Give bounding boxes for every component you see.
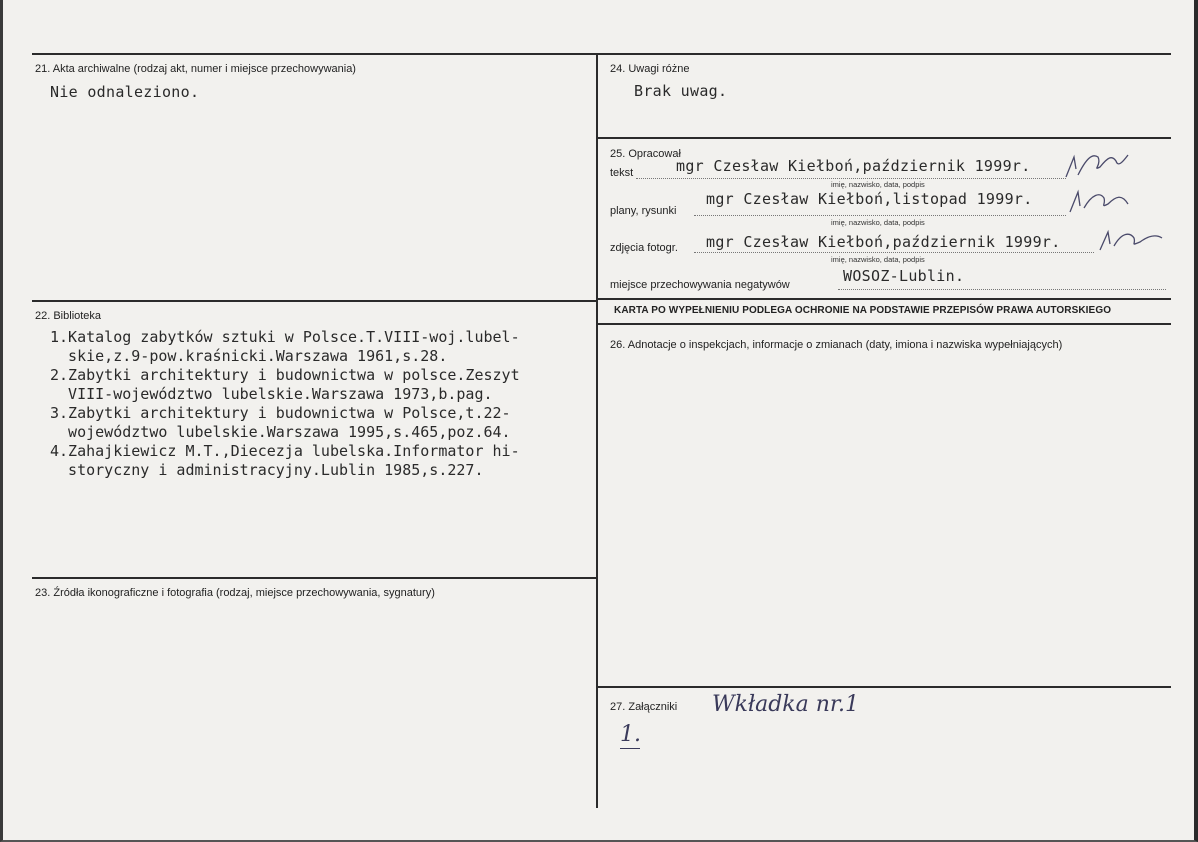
bibliography-line: 2.Zabytki architektury i budownictwa w polsce.Zeszyt [50, 366, 520, 384]
bibliography-line: 3.Zabytki architektury i budownictwa w Polsce,t.22- [50, 404, 511, 422]
rule-21-22 [32, 300, 596, 302]
bibliography-line: skie,z.9-pow.kraśnicki.Warszawa 1961,s.28. [50, 347, 448, 365]
section-21-label: 21. Akta archiwalne (rodzaj akt, numer i miejsce przechowywania) [35, 63, 356, 75]
negatywy-label: miejsce przechowywania negatywów [610, 279, 790, 291]
zdjecia-label: zdjęcia fotogr. [610, 242, 678, 254]
copyright-notice: KARTA PO WYPEŁNIENIU PODLEGA OCHRONIE NA PODSTAWIE PRZEPISÓW PRAWA AUTORSKIEGO [614, 305, 1112, 316]
negatywy-dotted-line [838, 289, 1166, 290]
plany-dotted-line [694, 215, 1066, 216]
bibliography-line: 4.Zahajkiewicz M.T.,Diecezja lubelska.Informator hi- [50, 442, 520, 460]
top-rule [32, 53, 1171, 55]
plany-caption: imię, nazwisko, data, podpis [831, 218, 925, 227]
attachment-handwritten: Wkładka nr.1 [712, 692, 859, 717]
bibliography-line: storyczny i administracyjny.Lublin 1985,s.227. [50, 461, 484, 479]
tekst-dotted-line [636, 178, 1066, 179]
rule-22-23 [32, 577, 596, 579]
section-24-label: 24. Uwagi różne [610, 63, 690, 75]
section-24-value: Brak uwag. [634, 82, 728, 100]
rule-26-27 [598, 686, 1171, 688]
section-21-value: Nie odnaleziono. [50, 83, 200, 101]
zdjecia-value: mgr Czesław Kiełboń,październik 1999r. [706, 233, 1061, 251]
rule-25-copyright [598, 298, 1171, 300]
negatywy-value: WOSOZ-Lublin. [843, 267, 965, 285]
bibliography-line: województwo lubelskie.Warszawa 1995,s.465,poz.64. [50, 423, 511, 441]
rule-copyright-26 [598, 323, 1171, 325]
plany-label: plany, rysunki [610, 205, 677, 217]
column-divider [596, 53, 598, 808]
rule-24-25 [598, 137, 1171, 139]
tekst-caption: imię, nazwisko, data, podpis [831, 180, 925, 189]
bibliography-line: VIII-województwo lubelskie.Warszawa 1973,b.pag. [50, 385, 493, 403]
section-25-label: 25. Opracował [610, 148, 681, 160]
section-23-label: 23. Źródła ikonograficzne i fotografia (rodzaj, miejsce przechowywania, sygnatury) [35, 587, 435, 599]
attachment-underline [620, 748, 640, 749]
tekst-label: tekst [610, 167, 634, 179]
attachment-handwritten-number: 1. [620, 722, 641, 747]
bibliography-list [50, 328, 520, 480]
zdjecia-dotted-line [694, 252, 1094, 253]
bibliography-line: 1.Katalog zabytków sztuki w Polsce.T.VIII-woj.lubel- [50, 328, 520, 346]
zdjecia-caption: imię, nazwisko, data, podpis [831, 255, 925, 264]
section-27-label: 27. Załączniki [610, 701, 678, 713]
plany-value: mgr Czesław Kiełboń,listopad 1999r. [706, 190, 1033, 208]
section-26-label: 26. Adnotacje o inspekcjach, informacje o zmianach (daty, imiona i nazwiska wypełniających) [610, 339, 1063, 351]
signature-plany [1066, 186, 1132, 216]
signature-zdjecia [1096, 226, 1166, 254]
tekst-value: mgr Czesław Kiełboń,październik 1999r. [676, 157, 1031, 175]
section-22-label: 22. Biblioteka [35, 310, 102, 322]
signature-tekst [1062, 147, 1132, 181]
